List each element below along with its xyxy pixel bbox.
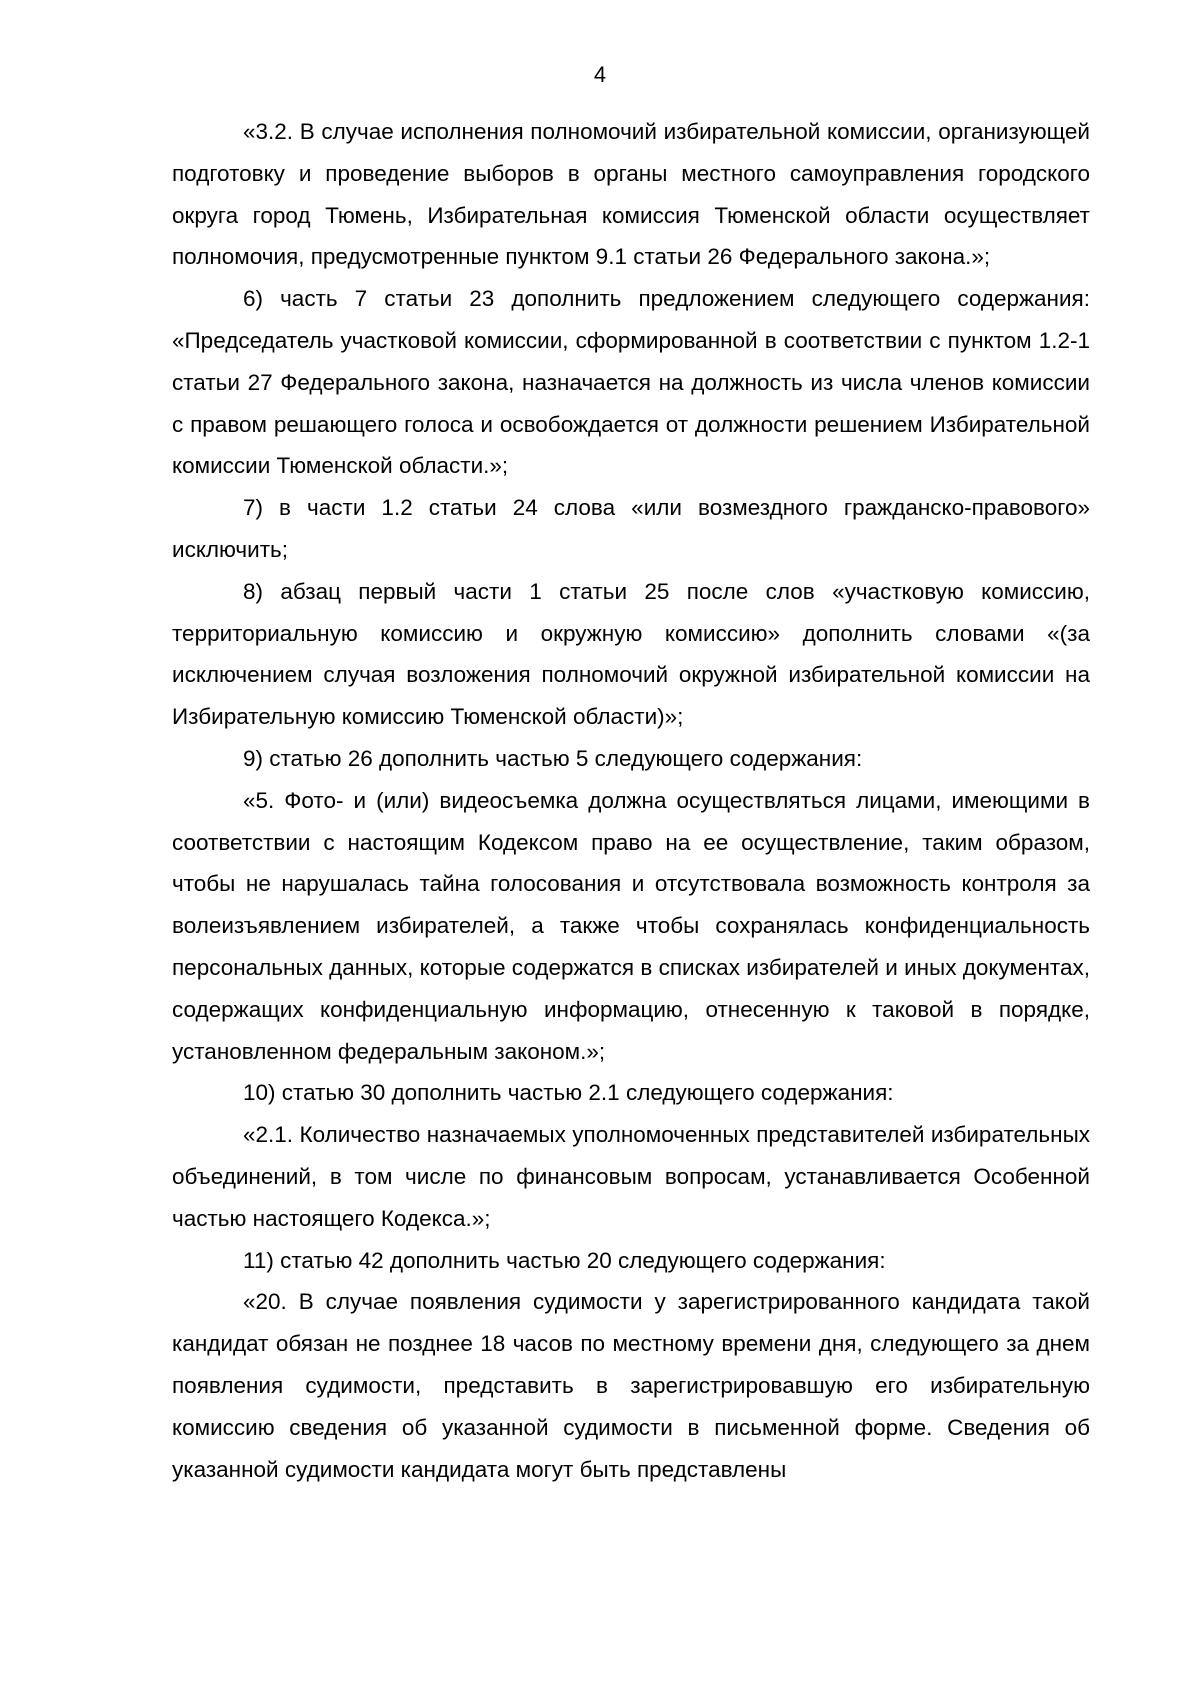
paragraph-item-10: 10) статью 30 дополнить частью 2.1 следующего содержания: [243,1080,894,1106]
paragraph-item-8: 8) абзац первый части 1 статьи 25 после слов «участковую комиссию, территориальную комиссию и окружную комиссию» дополнить словами «(за исключением случая возложения полномочий окружной избирательной комиссии на Избирательную комиссию Тюменской области)»; [172,578,1090,730]
paragraph-part-5: «5. Фото- и (или) видеосъемка должна осуществляться лицами, имеющими в соответствии с настоящим Кодексом право на ее осуществление, таким образом, чтобы не нарушалась тайна голосования и отсутствовала возможность контроля за волеизъявлением избирателей, а также чтобы сохранялась конфиденциальность персональных данных, которые содержатся в списках избирателей и иных документах, содержащих конфиденциальную информацию, отнесенную к таковой в порядке, установленном федеральным законом.»; [172,787,1090,1064]
paragraph-3-2: «3.2. В случае исполнения полномочий избирательной комиссии, организующей подготовку и проведение выборов в органы местного самоуправления городского округа город Тюмень, Избирательная комиссия Тюменской области осуществляет полномочия, предусмотренные пунктом 9.1 статьи 26 Федерального закона.»; [172,119,1090,270]
paragraph-item-9: 9) статью 26 дополнить частью 5 следующего содержания: [243,745,863,771]
paragraph-part-2-1: «2.1. Количество назначаемых уполномоченных представителей избирательных объединений, в том числе по финансовым вопросам, устанавливается Особенной частью настоящего Кодекса.»; [172,1122,1090,1231]
paragraph-item-6: 6) часть 7 статьи 23 дополнить предложением следующего содержания: «Председатель участковой комиссии, сформированной в соответствии с пунктом 1.2-1 статьи 27 Федерального закона, назначается на должность из числа членов комиссии с правом решающего голоса и освобождается от должности решением Избирательной комиссии Тюменской области.»; [172,286,1090,479]
paragraph-item-7: 7) в части 1.2 статьи 24 слова «или возмездного гражданско-правового» исключить; [172,495,1090,562]
page-number: 4 [593,62,607,87]
document-body [172,111,1090,1490]
paragraph-item-11: 11) статью 42 дополнить частью 20 следующего содержания: [243,1247,886,1273]
paragraph-part-20: «20. В случае появления судимости у зарегистрированного кандидата такой кандидат обязан не позднее 18 часов по местному времени дня, следующего за днем появления судимости, представить в зарегистрировавшую его избирательную комиссию сведения об указанной судимости в письменной форме. Сведения об указанной судимости кандидата могут быть представлены [172,1289,1090,1482]
